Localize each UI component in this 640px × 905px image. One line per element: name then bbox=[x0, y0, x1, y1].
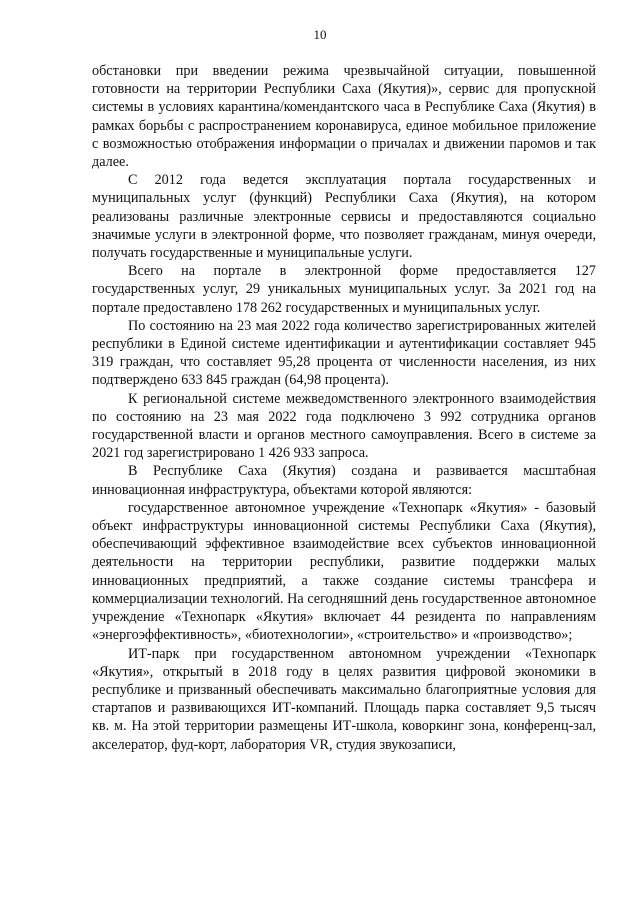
paragraph-technopark: государственное автономное учреждение «Технопарк «Якутия» - базовый объект инфраструктуры инновационной системы Республики Саха (Якутия), обеспечивающий эффективное взаимодействие всех субъектов инновационной деятельности на территории республики, развитие поддержки малых инновационных предприятий, а также создание системы трансфера и коммерциализации технологий. На сегодняшний день государственное автономное учреждение «Технопарк «Якутия» включает 44 резидента по направлениям «энергоэффективность», «биотехнологии», «строительство» и «производство»; bbox=[92, 499, 596, 644]
paragraph-esia-registration: По состоянию на 23 мая 2022 года количество зарегистрированных жителей республики в Единой системе идентификации и аутентификации составляет 945 319 граждан, что составляет 95,28 процента от численности населения, из них подтверждено 633 845 граждан (64,98 процента). bbox=[92, 317, 596, 389]
paragraph-innovation-infrastructure: В Республике Саха (Якутия) создана и развивается масштабная инновационная инфраструктура, объектами которой являются: bbox=[92, 463, 596, 498]
page-number: 10 bbox=[313, 27, 327, 42]
paragraph-smev-connection: К региональной системе межведомственного электронного взаимодействия по состоянию на 23 мая 2022 года подключено 3 992 сотрудника органов государственной власти и органов местного самоуправления. Всего в системе за 2021 год зарегистрировано 1 426 933 запроса. bbox=[92, 390, 596, 462]
document-body bbox=[92, 62, 596, 754]
paragraph-portal-services: Всего на портале в электронной форме предоставляется 127 государственных услуг, 29 уникальных муниципальных услуг. За 2021 год на портале предоставлено 178 262 государственных и муниципальных услуг. bbox=[92, 263, 596, 316]
paragraph-portal-history: С 2012 года ведется эксплуатация портала государственных и муниципальных услуг (функций) Республики Саха (Якутия), на котором реализованы различные электронные сервисы и предоставляются социально значимые услуги в электронной форме, что позволяет гражданам, минуя очереди, получать государственные и муниципальные услуги. bbox=[92, 172, 596, 262]
paragraph-it-park: ИТ-парк при государственном автономном учреждении «Технопарк «Якутия», открытый в 2018 году в целях развития цифровой экономики в республике и призванный обеспечивать максимально благоприятные условия для стартапов и развивающихся ИТ-компаний. Площадь парка составляет 9,5 тысяч кв. м. На этой территории размещены ИТ-школа, коворкинг зона, конференц-зал, акселератор, фуд-корт, лаборатория VR, студия звукозаписи, bbox=[92, 645, 596, 753]
paragraph-continuation: обстановки при введении режима чрезвычайной ситуации, повышенной готовности на территории Республики Саха (Якутия)», сервис для пропускной системы в условиях карантина/комендантского часа в Республике Саха (Якутия) в рамках борьбы с распространением коронавируса, единое мобильное приложение с возможностью отображения информации о причалах и движении паромов и так далее. bbox=[92, 63, 596, 171]
